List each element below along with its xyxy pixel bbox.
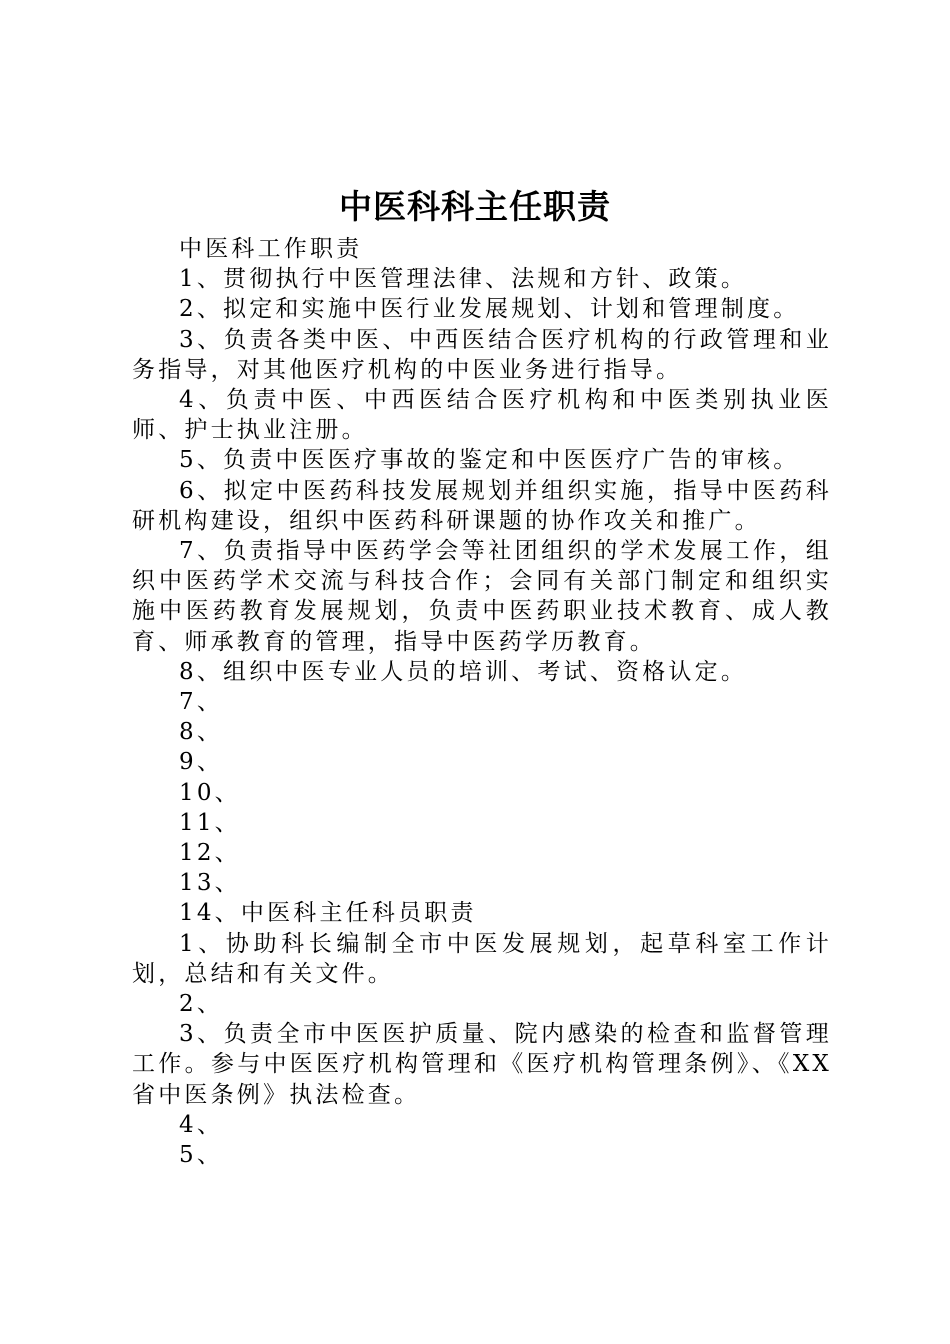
paragraph: 4、 — [179, 1111, 224, 1138]
paragraph: 1、贯彻执行中医管理法律、法规和方针、政策。 — [179, 266, 748, 293]
paragraph: 11、 — [179, 809, 241, 836]
paragraph: 9、 — [179, 749, 224, 776]
paragraph: 1、协助科长编制全市中医发展规划，起草科室工作计划，总结和有关文件。 — [132, 930, 832, 987]
paragraph: 3、负责各类中医、中西医结合医疗机构的行政管理和业务指导，对其他医疗机构的中医业务进行指导。 — [132, 326, 832, 383]
paragraph: 4、负责中医、中西医结合医疗机构和中医类别执业医师、护士执业注册。 — [132, 387, 832, 444]
paragraph: 5、负责中医医疗事故的鉴定和中医医疗广告的审核。 — [179, 447, 800, 474]
paragraph: 8、 — [179, 719, 224, 746]
paragraph: 12、 — [179, 840, 241, 867]
paragraph: 10、 — [179, 779, 241, 806]
paragraph: 6、拟定中医药科技发展规划并组织实施，指导中医药科研机构建设，组织中医药科研课题的协作攻关和推广。 — [132, 477, 832, 534]
document-title: 中医科科主任职责 — [339, 187, 611, 226]
document-body — [132, 234, 832, 1170]
section-heading: 14、中医科主任科员职责 — [179, 900, 477, 927]
paragraph: 7、 — [179, 689, 224, 716]
paragraph: 7、负责指导中医药学会等社团组织的学术发展工作，组织中医药学术交流与科技合作；会同有关部门制定和组织实施中医药教育发展规划，负责中医药职业技术教育、成人教育、师承教育的管理，指导中医药学历教育。 — [132, 538, 832, 655]
paragraph: 13、 — [179, 870, 241, 897]
paragraph: 5、 — [179, 1142, 224, 1169]
section-heading: 中医科工作职责 — [179, 236, 363, 262]
paragraph: 2、拟定和实施中医行业发展规划、计划和管理制度。 — [179, 296, 800, 323]
paragraph: 3、负责全市中医医护质量、院内感染的检查和监督管理工作。参与中医医疗机构管理和《医疗机构管理条例》、《XX省中医条例》执法检查。 — [132, 1021, 832, 1108]
paragraph: 2、 — [179, 991, 224, 1018]
paragraph: 8、组织中医专业人员的培训、考试、资格认定。 — [179, 658, 748, 685]
